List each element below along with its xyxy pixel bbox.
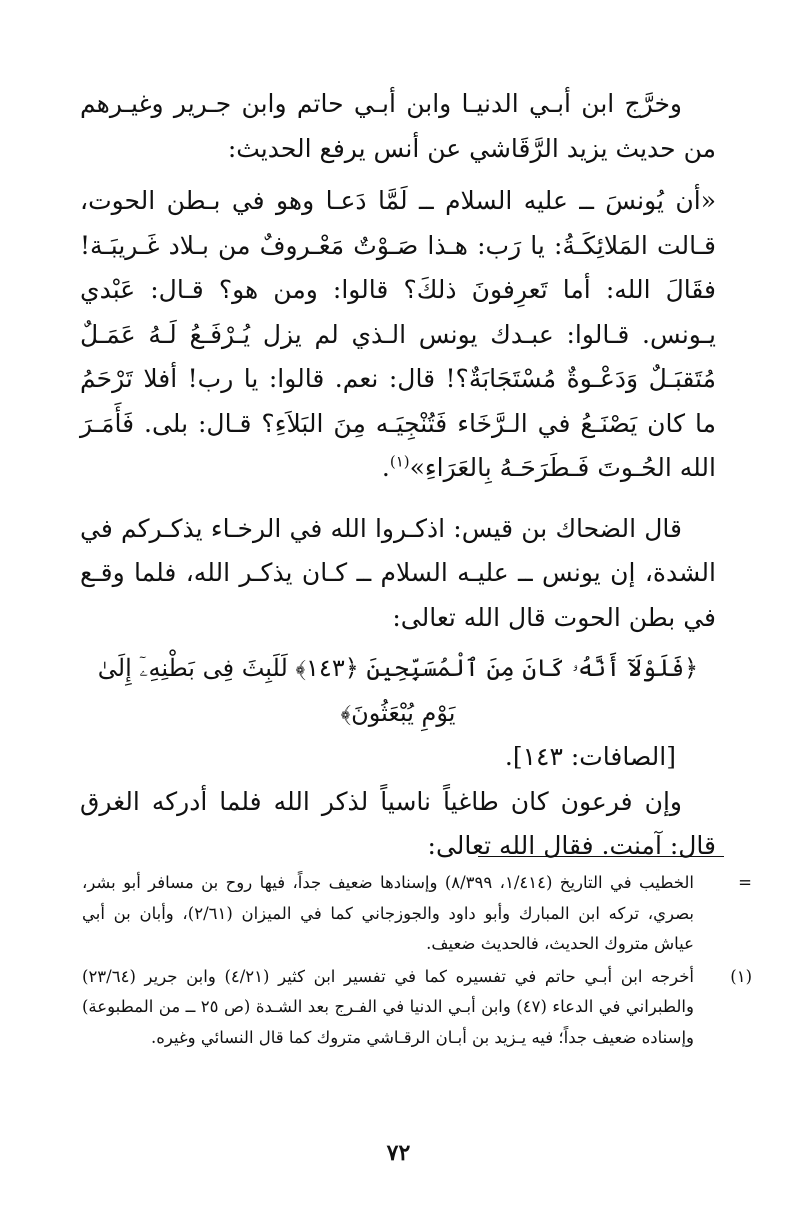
paragraph-3: قال الضحاك بن قيس: اذكـروا الله في الرخـاء يذكـركم في الشدة، إن يونس ــ عليـه السلام ــ كـان يذكـر الله، فلما وقـع في بطن الحوت قال الله تعالى: xyxy=(80,513,716,632)
footnote-text: الخطيب في التاريخ (١/٤١٤، ٨/٣٩٩) وإسنادها ضعيف جداً، فيها روح بن مسافر أبو بشر، بصري، تركه ابن المبارك وأبو داود والجوزجاني كما في الميزان (٢/٦١)، وأبان بن أبي عياش متروك الحديث، فالحديث ضعيف. xyxy=(82,873,694,953)
footnote-marker: = xyxy=(738,873,752,892)
footnote-ref-1: (١) xyxy=(389,452,410,471)
footnote-continued xyxy=(82,868,752,960)
footnote-1 xyxy=(82,962,752,1054)
quran-reference: [الصافات: ١٤٣]. xyxy=(504,742,676,771)
footnote-marker: (١) xyxy=(730,966,752,986)
footnote-separator xyxy=(478,856,724,857)
paragraph-4: وإن فرعون كان طاغياً ناسياً لذكر الله فلما أدركه الغرق قال: آمنت. فقال الله تعالى: xyxy=(80,786,716,860)
page-number: ٧٢ xyxy=(386,1140,411,1166)
hadith-paragraph xyxy=(80,179,716,491)
hadith-text: «أن يُونسَ ــ عليه السلام ــ لَمَّا دَعـا وهو في بـطن الحوت، قـالت المَلائِكَـةُ: يا رَب: هـذا صَـوْتٌ مَعْـروفٌ من بـلاد غَـريبَـة! فقَالَ الله: أما تَعرِفونَ ذلكَ؟ قالوا: ومن هو؟ قـال: عَبْدي يـونس. قـالوا: عبـدك يونس الـذي لم يزل يُـرْفَـعُ لَـهُ عَمَـلٌ مُتَقبَـلٌ وَدَعْـوةٌ مُسْتَجَابَةٌ؟! قال: نعم. قالوا: يا رب! أفلا تَرْحَمُ ما كان يَصْنَـعُ في الـرَّخَاء فَتُنْجِيَـه مِنَ البَلاَءِ؟ قـال: بلى. فَأَمَـرَ الله الحُـوتَ فَـطَرَحَـهُ بِالعَرَاءِ» xyxy=(80,186,717,482)
paragraph-1: وخرَّج ابن أبـي الدنيـا وابن أبـي حاتم وابن جـرير وغيـرهم من حديث يزيد الرَّقَاشي عن أنس يرفع الحديث: xyxy=(80,89,716,163)
quran-verse: ﴿فَلَوْلَآ أَنَّهُۥ كَانَ مِنَ ٱلْمُسَبِّحِينَ ﴿١٤٣﴾ لَلَبِثَ فِى بَطْنِهِۦٓ إِلَىٰ يَوْمِ يُبْعَثُونَ﴾ xyxy=(97,654,699,727)
footnotes xyxy=(82,868,752,1053)
footnote-text: أخرجه ابن أبـي حاتم في تفسيره كما في تفسير ابن كثير (٤/٢١) وابن جرير (٢٣/٦٤) والطبراني في الدعاء (٤٧) وابن أبـي الدنيا في الفـرج بعد الشـدة (ص ٢٥ ــ من المطبوعة) وإسناده ضعيف جداً؛ فيه يـزيد بن أبـان الرقـاشي متروك كما قال النسائي وغيره. xyxy=(82,966,694,1047)
main-text xyxy=(80,82,716,869)
hadith-period: . xyxy=(381,453,390,482)
